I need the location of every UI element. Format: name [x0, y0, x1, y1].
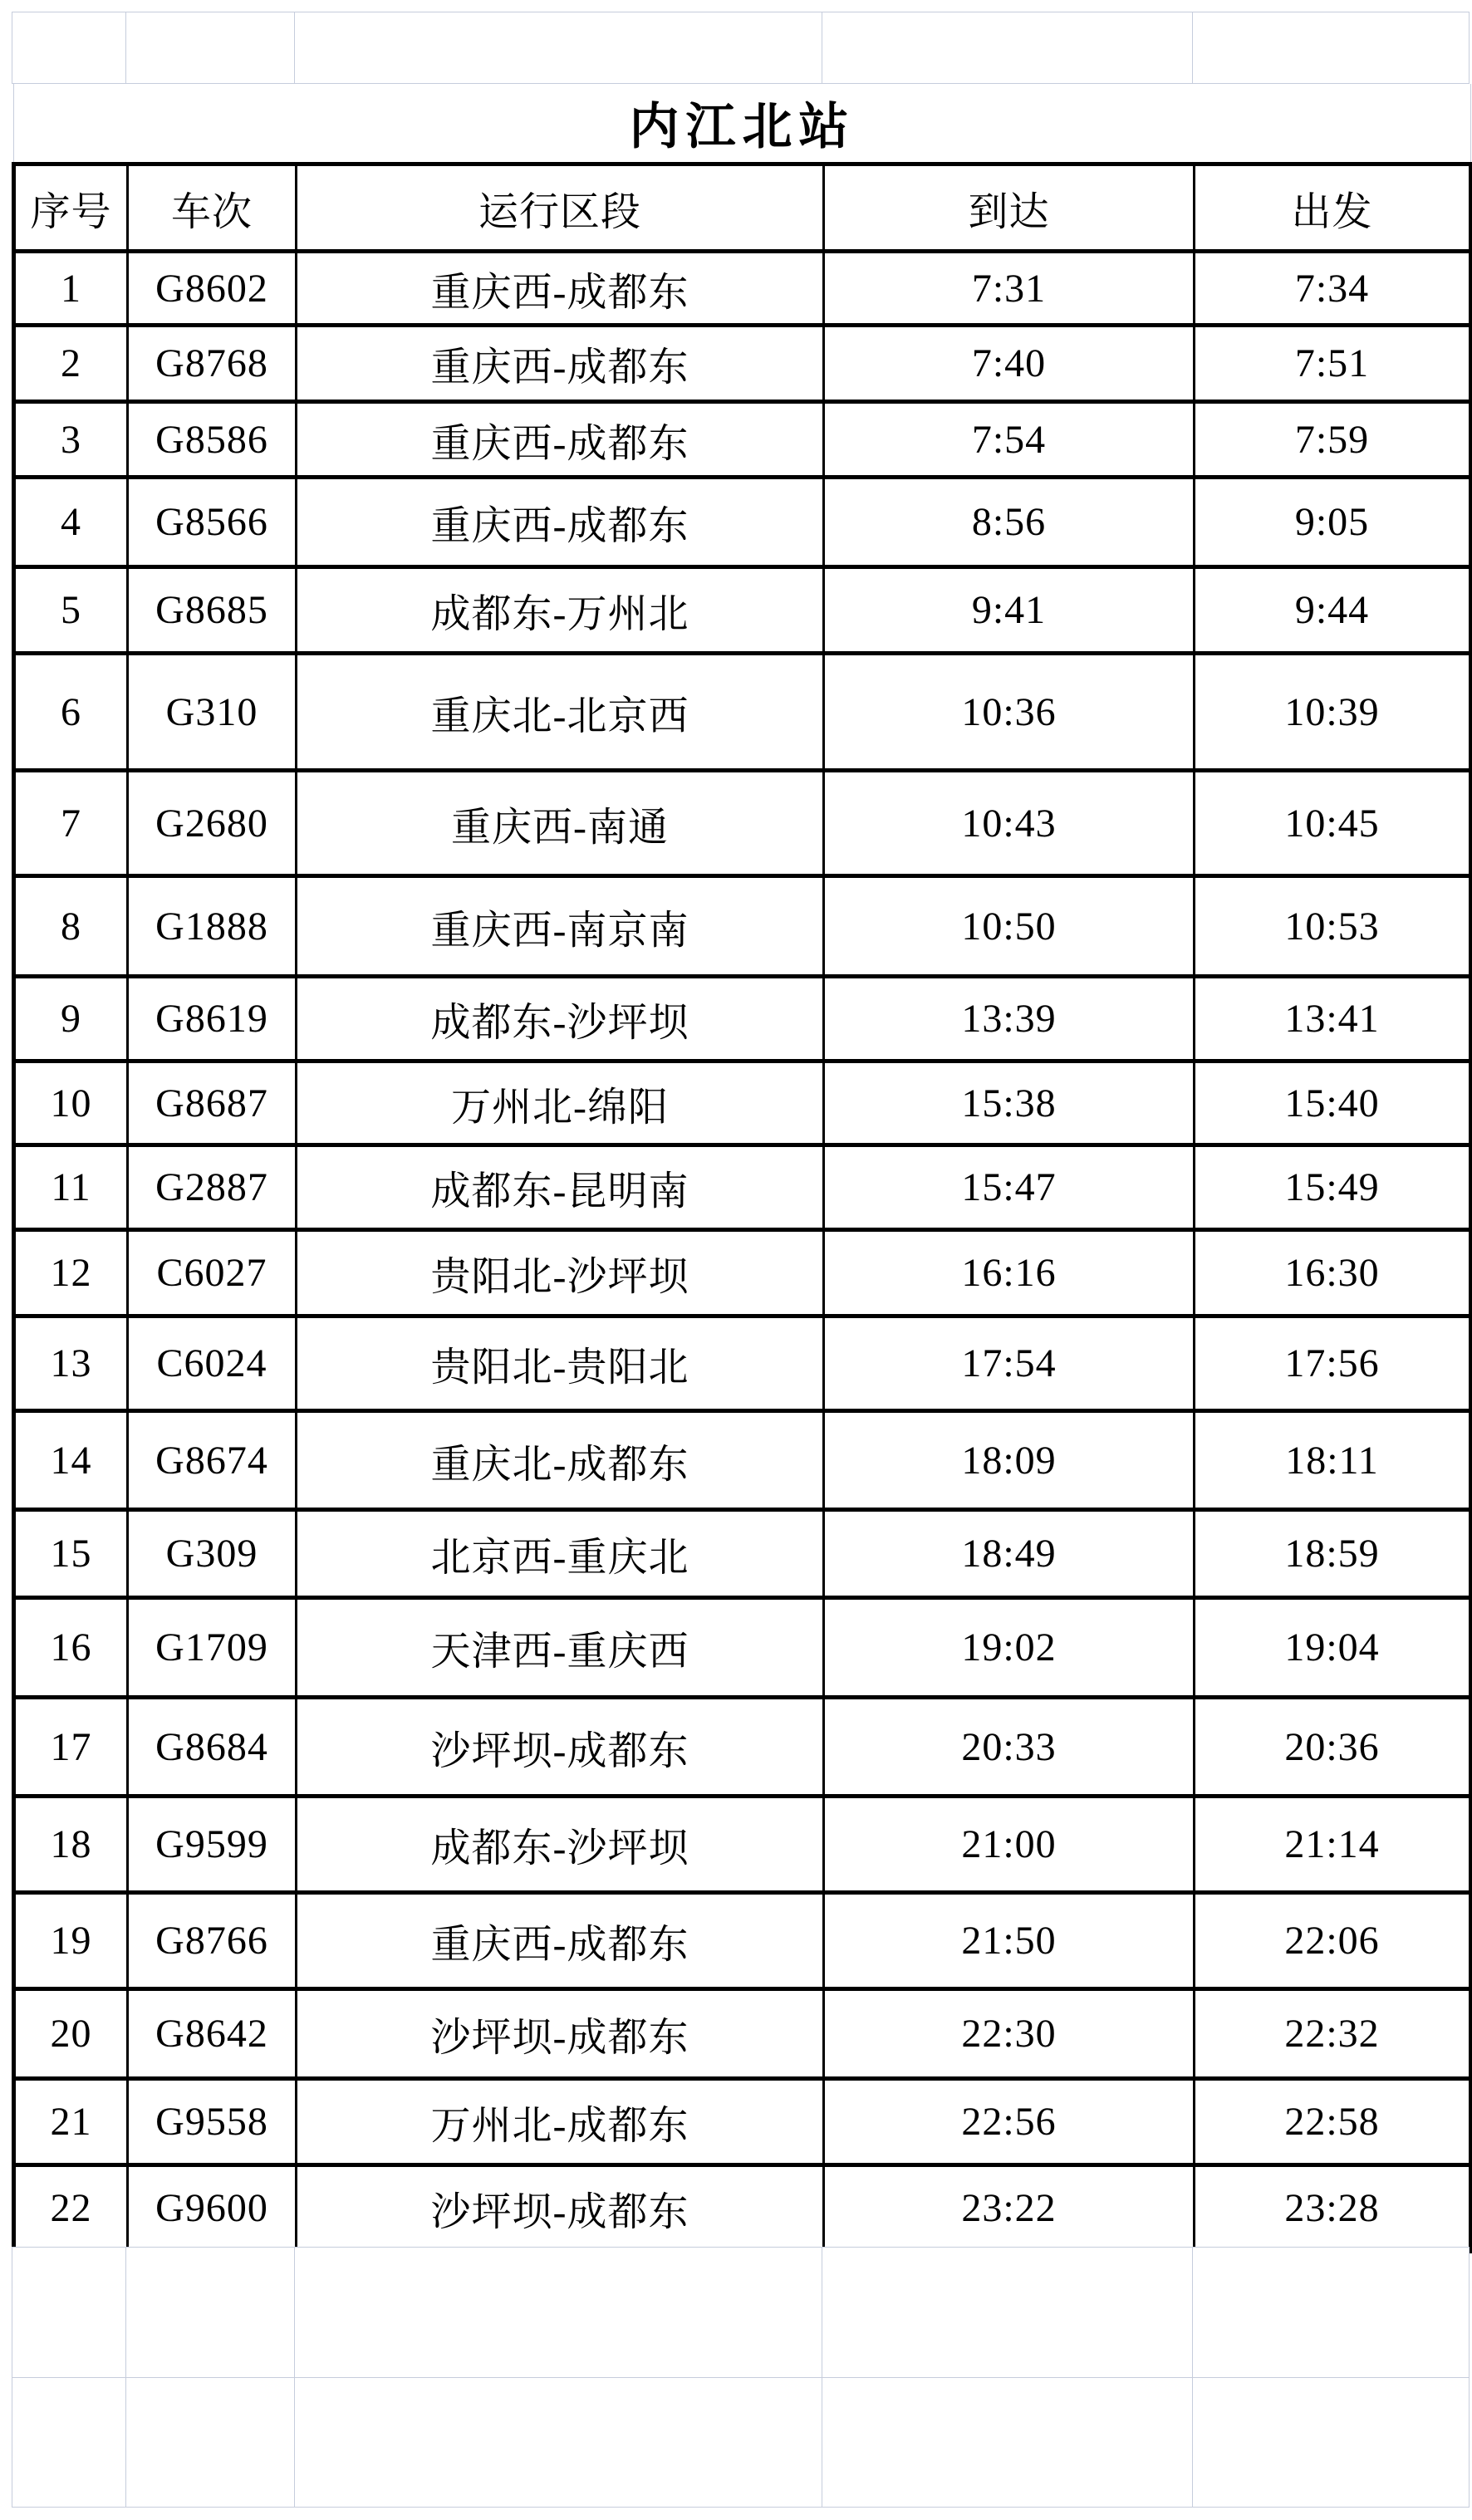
empty-cell [126, 12, 295, 84]
cell-arrival: 18:49 [824, 1510, 1195, 1598]
cell-serial: 12 [14, 1230, 128, 1316]
cell-train-no: G8642 [128, 1989, 297, 2079]
empty-cell [12, 2248, 126, 2378]
cell-train-no: G2887 [128, 1145, 297, 1230]
col-header-departure: 出发 [1195, 164, 1471, 252]
cell-departure: 16:30 [1195, 1230, 1471, 1316]
cell-departure: 22:32 [1195, 1989, 1471, 2079]
cell-arrival: 17:54 [824, 1316, 1195, 1411]
cell-train-no: G8766 [128, 1893, 297, 1989]
cell-route: 沙坪坝-成都东 [297, 2165, 824, 2252]
cell-route: 重庆西-成都东 [297, 326, 824, 402]
header-row [14, 164, 1471, 252]
title-row [14, 84, 1471, 164]
cell-route: 重庆西-成都东 [297, 478, 824, 567]
cell-departure: 9:44 [1195, 567, 1471, 654]
table-row [14, 1510, 1471, 1598]
cell-serial: 7 [14, 771, 128, 876]
cell-route: 万州北-绵阳 [297, 1061, 824, 1145]
empty-row [12, 12, 1470, 84]
cell-arrival: 20:33 [824, 1698, 1195, 1797]
cell-serial: 4 [14, 478, 128, 567]
cell-departure: 23:28 [1195, 2165, 1471, 2252]
table-row [14, 252, 1471, 326]
cell-route: 天津西-重庆西 [297, 1598, 824, 1698]
cell-departure: 7:59 [1195, 402, 1471, 478]
cell-train-no: G2680 [128, 771, 297, 876]
cell-route: 贵阳北-贵阳北 [297, 1316, 824, 1411]
cell-route: 沙坪坝-成都东 [297, 1698, 824, 1797]
cell-train-no: G309 [128, 1510, 297, 1598]
cell-train-no: G8685 [128, 567, 297, 654]
cell-serial: 18 [14, 1797, 128, 1893]
table-row [14, 977, 1471, 1061]
col-header-serial: 序号 [14, 164, 128, 252]
cell-route: 成都东-万州北 [297, 567, 824, 654]
cell-arrival: 10:50 [824, 876, 1195, 977]
table-row [14, 1230, 1471, 1316]
empty-cell [1193, 2378, 1470, 2508]
table-row [14, 654, 1471, 771]
col-header-train-no: 车次 [128, 164, 297, 252]
empty-cell [822, 2378, 1193, 2508]
empty-row [12, 2248, 1470, 2378]
cell-route: 重庆西-成都东 [297, 252, 824, 326]
cell-departure: 19:04 [1195, 1598, 1471, 1698]
table-row [14, 1797, 1471, 1893]
cell-route: 重庆西-南通 [297, 771, 824, 876]
cell-route: 重庆北-北京西 [297, 654, 824, 771]
cell-train-no: G8619 [128, 977, 297, 1061]
empty-row [12, 2378, 1470, 2508]
timetable-table [12, 84, 1472, 2253]
cell-serial: 9 [14, 977, 128, 1061]
cell-serial: 21 [14, 2079, 128, 2165]
cell-arrival: 10:36 [824, 654, 1195, 771]
cell-arrival: 9:41 [824, 567, 1195, 654]
table-row [14, 1598, 1471, 1698]
cell-serial: 15 [14, 1510, 128, 1598]
cell-departure: 22:06 [1195, 1893, 1471, 1989]
empty-cell [822, 2248, 1193, 2378]
cell-arrival: 21:00 [824, 1797, 1195, 1893]
cell-train-no: G310 [128, 654, 297, 771]
cell-departure: 18:11 [1195, 1411, 1471, 1510]
empty-cell [126, 2248, 295, 2378]
cell-train-no: G8687 [128, 1061, 297, 1145]
cell-train-no: G8674 [128, 1411, 297, 1510]
table-row [14, 402, 1471, 478]
cell-train-no: G8602 [128, 252, 297, 326]
cell-arrival: 15:38 [824, 1061, 1195, 1145]
cell-serial: 10 [14, 1061, 128, 1145]
table-row [14, 478, 1471, 567]
cell-train-no: G8684 [128, 1698, 297, 1797]
cell-serial: 5 [14, 567, 128, 654]
empty-cell [12, 2378, 126, 2508]
cell-route: 重庆西-成都东 [297, 402, 824, 478]
cell-train-no: G9558 [128, 2079, 297, 2165]
cell-route: 重庆西-南京南 [297, 876, 824, 977]
cell-serial: 22 [14, 2165, 128, 2252]
cell-arrival: 18:09 [824, 1411, 1195, 1510]
table-row [14, 2165, 1471, 2252]
table-row [14, 876, 1471, 977]
cell-arrival: 15:47 [824, 1145, 1195, 1230]
cell-serial: 14 [14, 1411, 128, 1510]
empty-cell [295, 2378, 822, 2508]
cell-route: 成都东-沙坪坝 [297, 1797, 824, 1893]
cell-serial: 3 [14, 402, 128, 478]
table-row [14, 1061, 1471, 1145]
cell-serial: 16 [14, 1598, 128, 1698]
table-row [14, 567, 1471, 654]
table-row [14, 1316, 1471, 1411]
cell-train-no: G9600 [128, 2165, 297, 2252]
col-header-arrival: 到达 [824, 164, 1195, 252]
cell-departure: 20:36 [1195, 1698, 1471, 1797]
cell-arrival: 16:16 [824, 1230, 1195, 1316]
cell-arrival: 10:43 [824, 771, 1195, 876]
cell-route: 成都东-沙坪坝 [297, 977, 824, 1061]
cell-departure: 13:41 [1195, 977, 1471, 1061]
cell-arrival: 13:39 [824, 977, 1195, 1061]
cell-departure: 7:34 [1195, 252, 1471, 326]
cell-train-no: C6027 [128, 1230, 297, 1316]
cell-route: 万州北-成都东 [297, 2079, 824, 2165]
cell-departure: 15:49 [1195, 1145, 1471, 1230]
cell-serial: 1 [14, 252, 128, 326]
cell-route: 重庆西-成都东 [297, 1893, 824, 1989]
table-row [14, 1893, 1471, 1989]
station-title: 内江北站 [14, 84, 1471, 164]
cell-train-no: G1709 [128, 1598, 297, 1698]
cell-route: 重庆北-成都东 [297, 1411, 824, 1510]
cell-departure: 21:14 [1195, 1797, 1471, 1893]
cell-route: 北京西-重庆北 [297, 1510, 824, 1598]
cell-serial: 8 [14, 876, 128, 977]
cell-serial: 11 [14, 1145, 128, 1230]
cell-train-no: C6024 [128, 1316, 297, 1411]
empty-cell [1193, 12, 1470, 84]
cell-train-no: G8768 [128, 326, 297, 402]
cell-route: 沙坪坝-成都东 [297, 1989, 824, 2079]
table-row [14, 1411, 1471, 1510]
empty-cell [822, 12, 1193, 84]
cell-train-no: G8586 [128, 402, 297, 478]
empty-grid-row-top [12, 12, 1470, 84]
table-row [14, 326, 1471, 402]
cell-serial: 13 [14, 1316, 128, 1411]
cell-train-no: G9599 [128, 1797, 297, 1893]
cell-serial: 19 [14, 1893, 128, 1989]
cell-arrival: 21:50 [824, 1893, 1195, 1989]
cell-serial: 17 [14, 1698, 128, 1797]
cell-departure: 10:45 [1195, 771, 1471, 876]
cell-serial: 20 [14, 1989, 128, 2079]
cell-arrival: 22:56 [824, 2079, 1195, 2165]
cell-train-no: G1888 [128, 876, 297, 977]
col-header-route: 运行区段 [297, 164, 824, 252]
table-row [14, 1989, 1471, 2079]
cell-arrival: 7:54 [824, 402, 1195, 478]
cell-departure: 22:58 [1195, 2079, 1471, 2165]
cell-route: 贵阳北-沙坪坝 [297, 1230, 824, 1316]
cell-arrival: 22:30 [824, 1989, 1195, 2079]
cell-departure: 10:39 [1195, 654, 1471, 771]
cell-arrival: 23:22 [824, 2165, 1195, 2252]
cell-departure: 7:51 [1195, 326, 1471, 402]
cell-serial: 2 [14, 326, 128, 402]
cell-departure: 9:05 [1195, 478, 1471, 567]
cell-departure: 17:56 [1195, 1316, 1471, 1411]
table-row [14, 1145, 1471, 1230]
cell-serial: 6 [14, 654, 128, 771]
cell-arrival: 8:56 [824, 478, 1195, 567]
empty-grid-rows-bottom [12, 2247, 1470, 2508]
empty-cell [295, 2248, 822, 2378]
cell-departure: 18:59 [1195, 1510, 1471, 1598]
cell-arrival: 7:31 [824, 252, 1195, 326]
empty-cell [295, 12, 822, 84]
cell-departure: 10:53 [1195, 876, 1471, 977]
empty-cell [12, 12, 126, 84]
empty-cell [1193, 2248, 1470, 2378]
cell-departure: 15:40 [1195, 1061, 1471, 1145]
cell-arrival: 19:02 [824, 1598, 1195, 1698]
table-row [14, 1698, 1471, 1797]
table-row [14, 2079, 1471, 2165]
table-row [14, 771, 1471, 876]
empty-cell [126, 2378, 295, 2508]
cell-route: 成都东-昆明南 [297, 1145, 824, 1230]
cell-arrival: 7:40 [824, 326, 1195, 402]
cell-train-no: G8566 [128, 478, 297, 567]
